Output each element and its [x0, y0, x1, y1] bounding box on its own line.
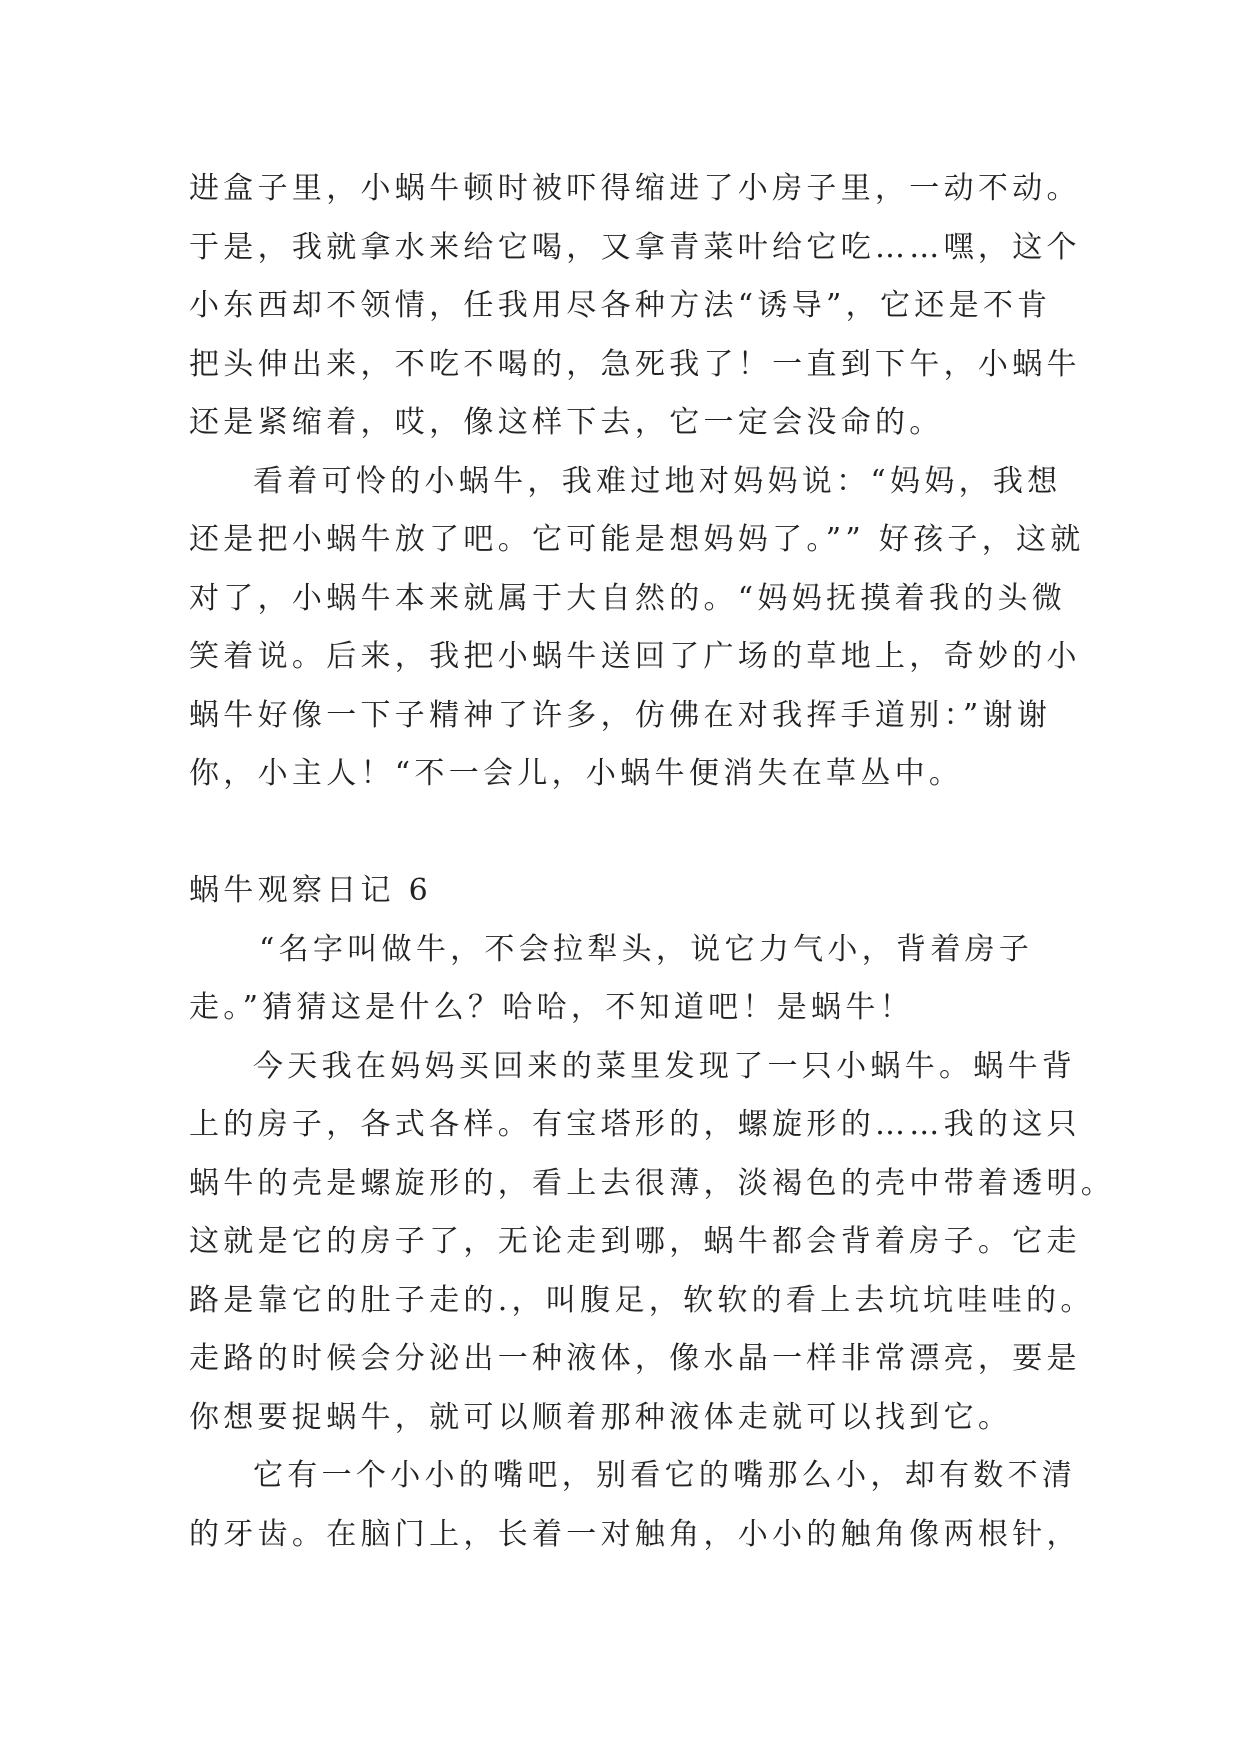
text-line: 笑着说。后来，我把小蜗牛送回了广场的草地上，奇妙的小	[189, 639, 1081, 674]
paragraph-start-line: 看着可怜的小蜗牛，我难过地对妈妈说：“妈妈，我想	[253, 463, 1062, 499]
paragraph-start-line: 今天我在妈妈买回来的菜里发现了一只小蜗牛。蜗牛背	[253, 1048, 1077, 1084]
section-gap	[189, 804, 1057, 863]
text-line: 对了，小蜗牛本来就属于大自然的。“妈妈抚摸着我的头微	[189, 580, 1067, 616]
text-line: 上的房子，各式各样。有宝塔形的，螺旋形的……我的这只	[189, 1107, 1081, 1142]
text-line: 走路的时候会分泌出一种液体，像水晶一样非常漂亮，要是	[189, 1341, 1081, 1376]
text-line: 的牙齿。在脑门上，长着一对触角，小小的触角像两根针，	[189, 1516, 1081, 1552]
text-line: 进盒子里，小蜗牛顿时被吓得缩进了小房子里，一动不动。	[189, 171, 1081, 206]
text-line: 走。”猜猜这是什么？哈哈，不知道吧！是蜗牛！	[189, 990, 914, 1025]
text-line: 路是靠它的肚子走的.，叫腹足，软软的看上去坑坑哇哇的。	[189, 1282, 1095, 1318]
text-line: 蜗牛好像一下子精神了许多，仿佛在对我挥手道别：”谢谢	[189, 697, 1052, 733]
text-line: 还是把小蜗牛放了吧。它可能是想妈妈了。”” 好孩子，这就	[189, 522, 1085, 557]
document-body	[189, 160, 1116, 1564]
text-line: 蜗牛的壳是螺旋形的，看上去很薄，淡褐色的壳中带着透明。	[189, 1165, 1116, 1201]
text-line: 还是紧缩着，哎，像这样下去，它一定会没命的。	[189, 405, 944, 440]
text-line: 于是，我就拿水来给它喝，又拿青菜叶给它吃……嘿，这个	[189, 229, 1081, 265]
paragraph-start-line: 它有一个小小的嘴吧，别看它的嘴那么小，却有数不清	[253, 1458, 1077, 1493]
text-line: 你想要捉蜗牛，就可以顺着那种液体走就可以找到它。	[189, 1399, 1013, 1435]
section-title: 蜗牛观察日记 6	[189, 873, 433, 908]
paragraph-start-line: “名字叫做牛，不会拉犁头，说它力气小，背着房子	[259, 931, 1034, 967]
text-line: 这就是它的房子了，无论走到哪，蜗牛都会背着房子。它走	[189, 1224, 1081, 1259]
text-line: 小东西却不领情，任我用尽各种方法“诱导”，它还是不肯	[189, 288, 1052, 323]
text-line: 你，小主人！“不一会儿，小蜗牛便消失在草丛中。	[189, 756, 964, 791]
text-line: 把头伸出来，不吃不喝的，急死我了！一直到下午，小蜗牛	[189, 346, 1081, 382]
